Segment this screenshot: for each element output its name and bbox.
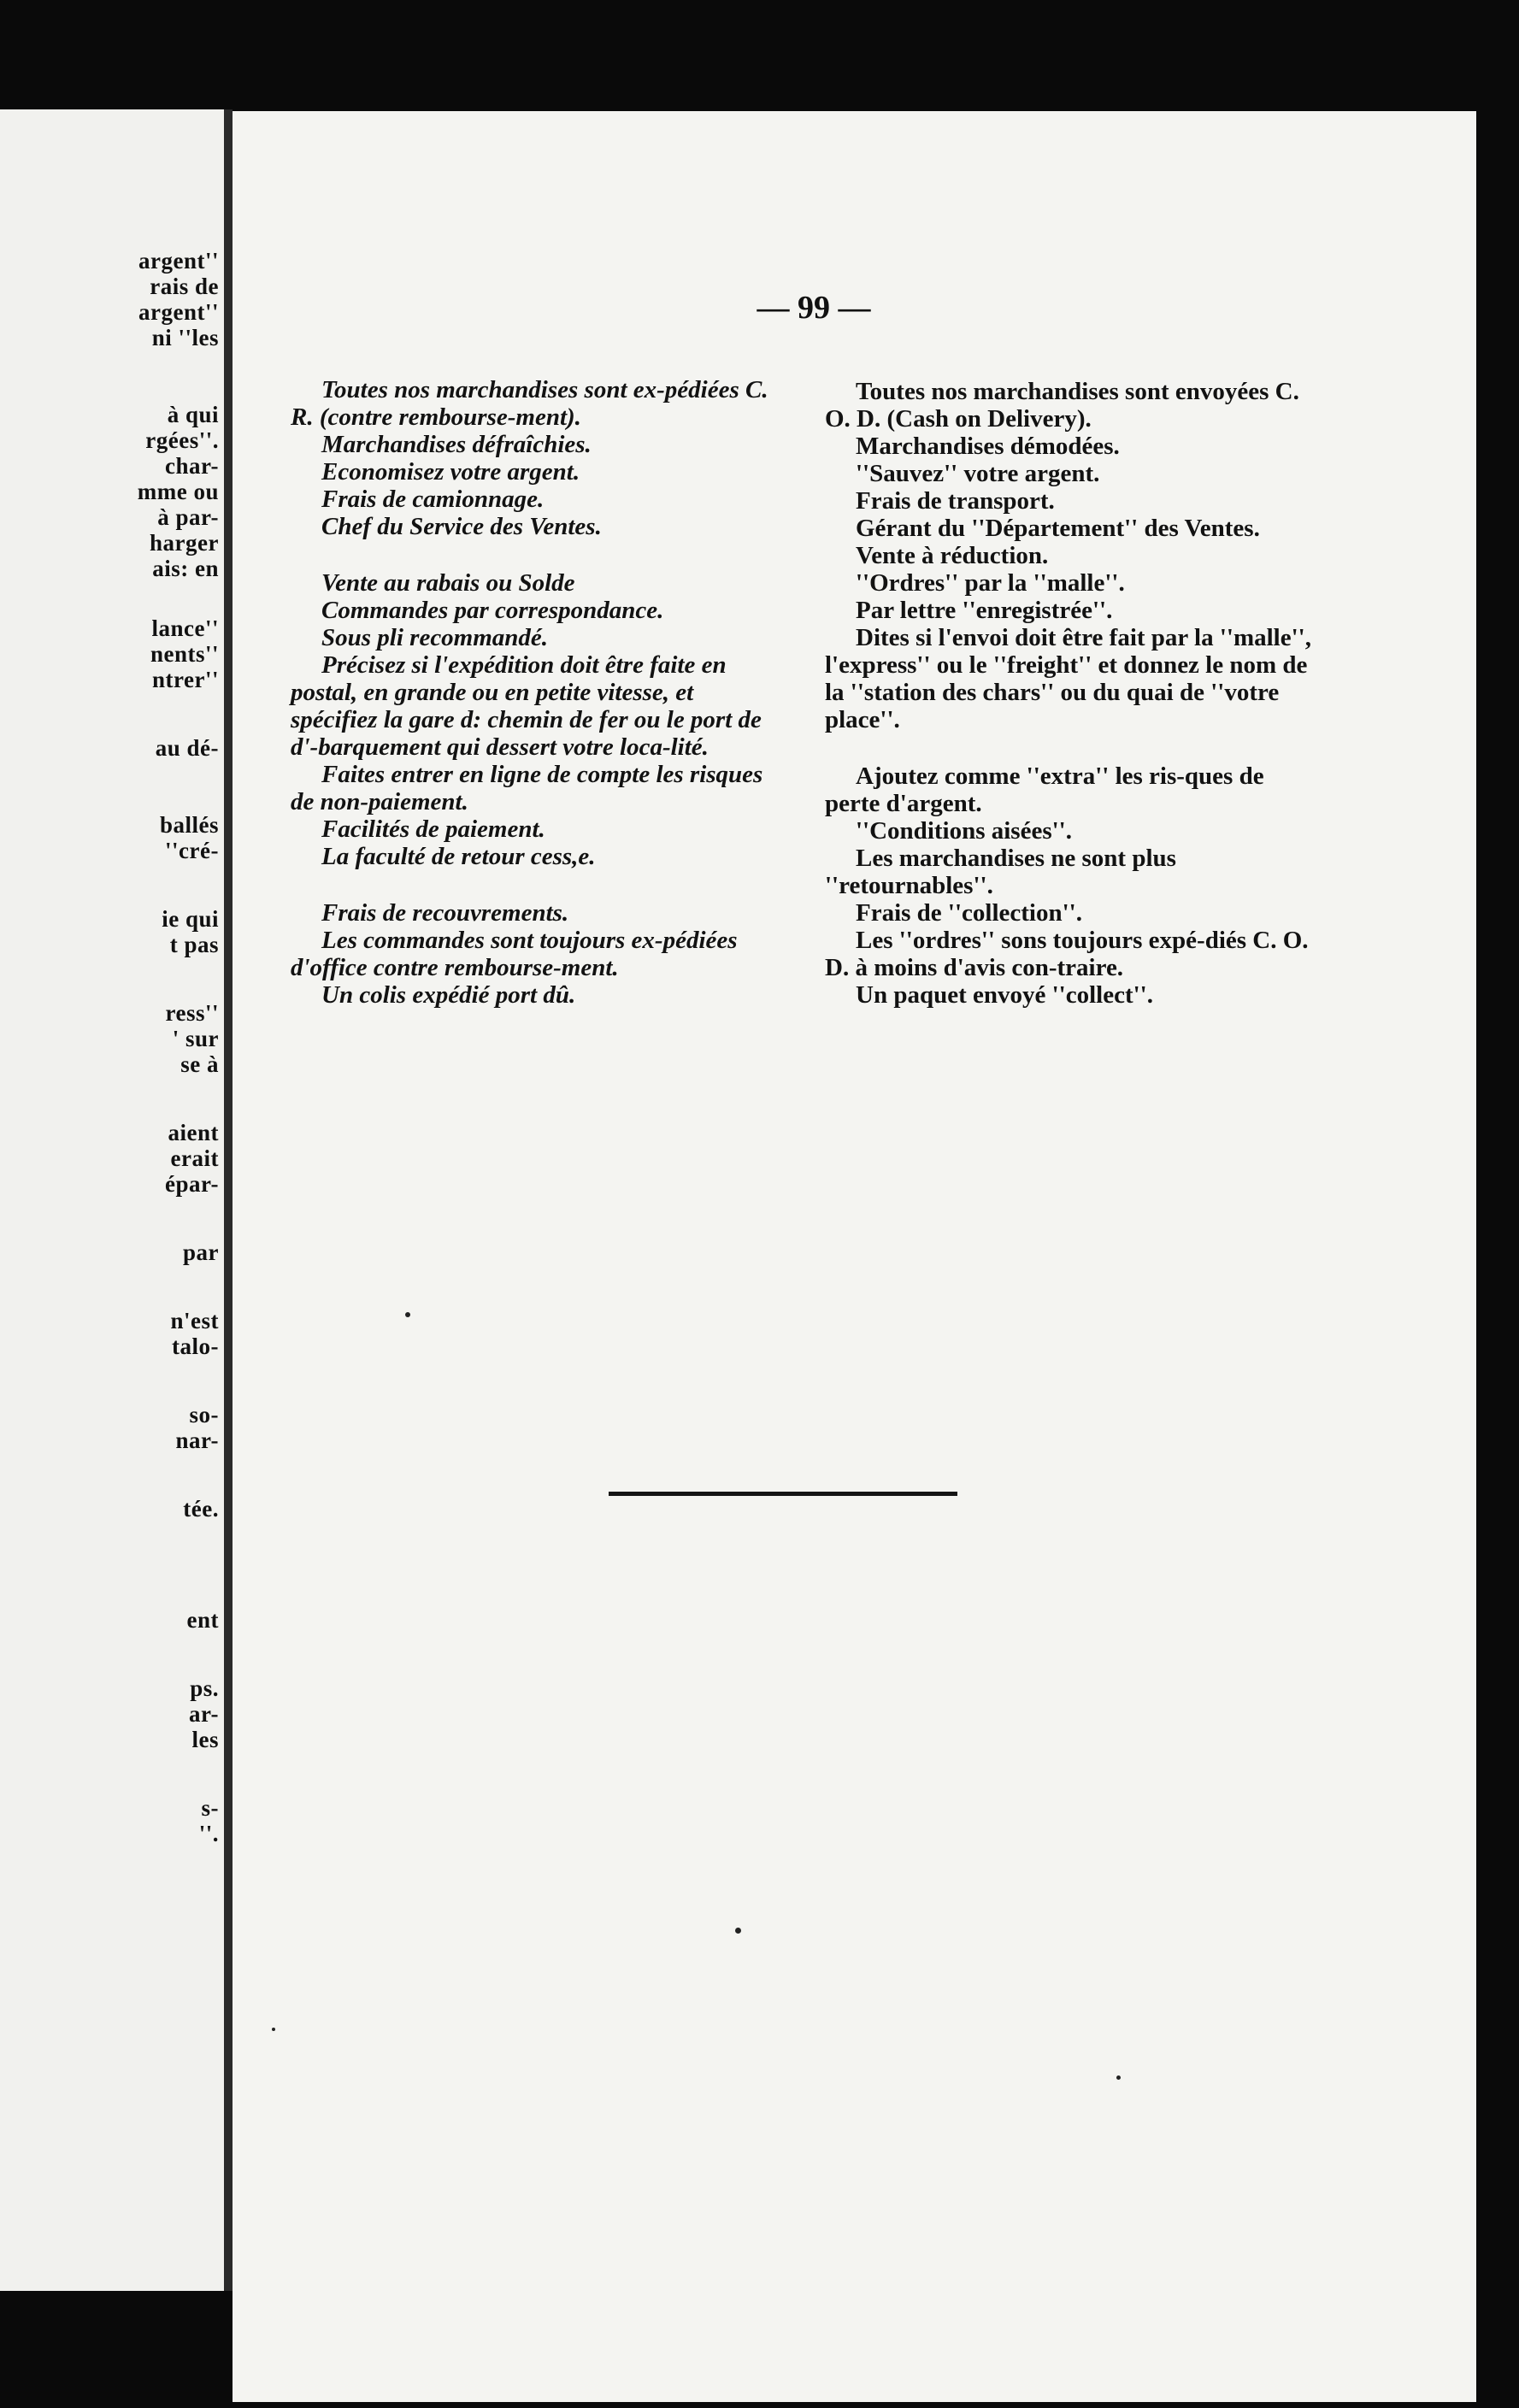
canadian-line: Les ''ordres'' sons toujours expé-diés C. O. D. à moins d'avis con-traire.	[825, 927, 1309, 981]
french-line: Toutes nos marchandises sont ex-pédiées C. R. (contre rembourse-ment).	[291, 376, 768, 431]
canadian-line: ''Conditions aisées''.	[856, 817, 1072, 845]
canadian-line: ''Sauvez'' votre argent.	[856, 460, 1100, 487]
left-page-fragment: ntrer''	[152, 667, 219, 692]
left-page-fragment: s-	[201, 1795, 219, 1821]
left-page-fragment: par	[183, 1239, 219, 1265]
left-page-fragment: épar-	[165, 1171, 219, 1197]
scan-speck	[272, 2028, 275, 2031]
french-line: Faites entrer en ligne de compte les risques de non-paiement.	[291, 761, 763, 815]
left-page-fragment: ps.	[190, 1675, 219, 1701]
left-page-fragment: ress''	[165, 1000, 219, 1026]
left-page-fragment: argent''	[138, 299, 219, 325]
left-page-fragment: à par-	[157, 504, 219, 530]
french-line: Commandes par correspondance.	[321, 597, 664, 624]
left-page-fragment: à qui	[167, 402, 219, 427]
left-page-fragment: ''cré-	[165, 838, 219, 863]
page-gutter	[224, 109, 233, 2291]
left-page-fragment: les	[191, 1727, 219, 1752]
spacer	[825, 733, 1312, 762]
canadian-line: Ajoutez comme ''extra'' les ris-ques de perte d'argent.	[825, 762, 1264, 817]
left-page-fragment: ais: en	[152, 556, 219, 581]
canadian-line: Frais de transport.	[856, 487, 1055, 515]
french-line: Un colis expédié port dû.	[321, 981, 576, 1009]
canadian-line: ''Ordres'' par la ''malle''.	[856, 569, 1125, 597]
french-line: Précisez si l'expédition doit être faite en postal, en grande ou en petite vitesse, et spécifiez la gare d: chemin de fer ou le port de d'-barquement qui dessert votre loca-lité.	[291, 651, 762, 761]
spacer	[291, 870, 778, 899]
canadian-line: Dites si l'envoi doit être fait par la ''malle'', l'express'' ou le ''freight'' et donnez le nom de la ''station des chars'' ou du quai de ''votre place''.	[825, 624, 1311, 733]
left-page-fragment: harger	[150, 530, 219, 556]
left-page-fragment: erait	[170, 1145, 219, 1171]
scan-speck	[735, 1928, 741, 1934]
canadian-line: Un paquet envoyé ''collect''.	[856, 981, 1153, 1009]
left-page-fragment: se à	[180, 1051, 219, 1077]
left-page-fragment: nents''	[150, 641, 219, 667]
left-page-fragment: so-	[189, 1402, 219, 1428]
french-line: Sous pli recommandé.	[321, 624, 549, 651]
left-page-fragment: au dé-	[155, 735, 219, 761]
canadian-line: Gérant du ''Département'' des Ventes.	[856, 515, 1260, 542]
left-page-fragment: tée.	[183, 1496, 219, 1522]
canadian-line: Marchandises démodées.	[856, 433, 1120, 460]
scan-speck	[405, 1312, 410, 1317]
left-page-fragment: rgées''.	[145, 427, 219, 453]
scan-speck	[1116, 2075, 1121, 2080]
french-line: Frais de recouvrements.	[321, 899, 569, 927]
canadian-line: Par lettre ''enregistrée''.	[856, 597, 1113, 624]
canadian-line: Toutes nos marchandises sont envoyées C. O. D. (Cash on Delivery).	[825, 378, 1299, 433]
left-page-fragment: aient	[168, 1120, 219, 1145]
left-page-fragment: ballés	[159, 812, 219, 838]
left-page-fragment: ' sur	[172, 1026, 219, 1051]
french-line: La faculté de retour cess,e.	[321, 843, 596, 870]
left-page-fragment: n'est	[170, 1308, 219, 1334]
left-page-fragment: argent''	[138, 248, 219, 274]
canadian-column	[825, 378, 1312, 1009]
french-line: Facilités de paiement.	[321, 815, 545, 843]
french-line: Frais de camionnage.	[321, 486, 545, 513]
canadian-line: Frais de ''collection''.	[856, 899, 1082, 927]
left-page-margin	[0, 109, 224, 2291]
left-page-fragment: ''.	[198, 1821, 219, 1846]
french-line: Economisez votre argent.	[321, 458, 580, 486]
left-page-fragment: nar-	[175, 1428, 219, 1453]
left-page-fragment: talo-	[172, 1334, 219, 1359]
left-page-fragment: ent	[186, 1607, 219, 1633]
french-line: Marchandises défraîchies.	[321, 431, 592, 458]
left-page-fragment: ni ''les	[151, 325, 219, 350]
left-page-fragment: t pas	[169, 932, 219, 957]
french-line: Chef du Service des Ventes.	[321, 513, 602, 540]
left-page-fragment: lance''	[151, 615, 219, 641]
left-page-fragment: mme ou	[137, 479, 219, 504]
left-page-fragment: ie qui	[162, 906, 219, 932]
page-number: — 99 —	[757, 290, 871, 326]
french-line: Vente au rabais ou Solde	[321, 569, 575, 597]
canadian-line: Vente à réduction.	[856, 542, 1049, 569]
left-page-fragment: ar-	[189, 1701, 219, 1727]
canadian-line: Les marchandises ne sont plus ''retournables''.	[825, 845, 1176, 899]
french-line: Les commandes sont toujours ex-pédiées d'office contre rembourse-ment.	[291, 927, 738, 981]
left-page-fragment: rais de	[150, 274, 219, 299]
left-page-fragment: char-	[165, 453, 219, 479]
french-column	[291, 376, 778, 1009]
spacer	[291, 540, 778, 569]
end-rule	[609, 1492, 957, 1496]
